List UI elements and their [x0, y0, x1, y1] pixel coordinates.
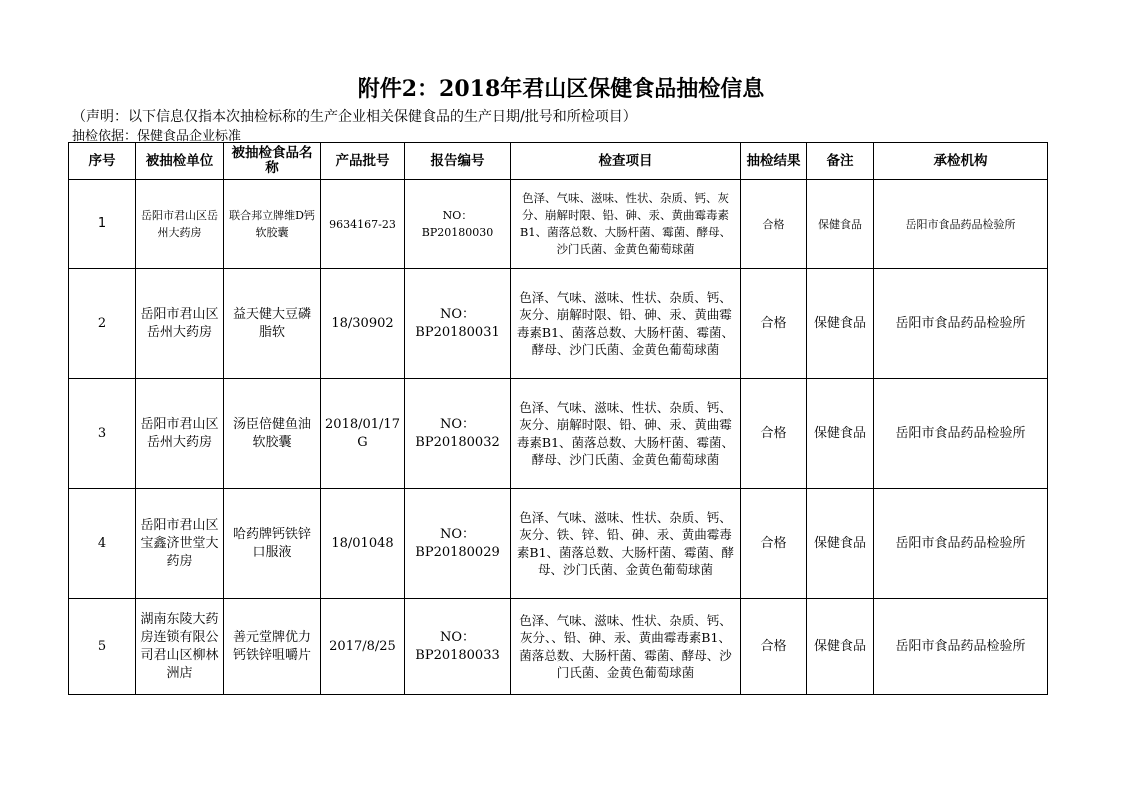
cell-batch: 18/01048	[321, 489, 405, 599]
cell-result: 合格	[741, 180, 807, 269]
cell-remark: 保健食品	[807, 269, 874, 379]
cell-remark: 保健食品	[807, 599, 874, 695]
cell-report: NO：BP20180030	[405, 180, 511, 269]
table-row	[69, 269, 1048, 379]
col-header-unit: 被抽检单位	[136, 143, 224, 180]
cell-seq: 1	[69, 180, 136, 269]
cell-seq: 4	[69, 489, 136, 599]
cell-result: 合格	[741, 269, 807, 379]
table-row	[69, 489, 1048, 599]
cell-report: NO：BP20180031	[405, 269, 511, 379]
cell-batch: 2018/01/17G	[321, 379, 405, 489]
cell-remark: 保健食品	[807, 180, 874, 269]
cell-food: 联合邦立牌维D钙软胶囊	[224, 180, 321, 269]
cell-batch: 9634167-23	[321, 180, 405, 269]
table-row	[69, 599, 1048, 695]
table-row	[69, 379, 1048, 489]
col-header-food: 被抽检食品名称	[224, 143, 321, 180]
inspection-basis: 抽检依据：保健食品企业标准	[72, 129, 242, 144]
col-header-report: 报告编号	[405, 143, 511, 180]
cell-unit: 岳阳市君山区宝鑫济世堂大药房	[136, 489, 224, 599]
col-header-batch: 产品批号	[321, 143, 405, 180]
inspection-table	[68, 142, 1048, 695]
cell-food: 汤臣倍健鱼油软胶囊	[224, 379, 321, 489]
cell-seq: 5	[69, 599, 136, 695]
col-header-seq: 序号	[69, 143, 136, 180]
cell-items: 色泽、气味、滋味、性状、杂质、钙、灰分、铁、锌、铅、砷、汞、黄曲霉毒素B1、菌落总数、大肠杆菌、霉菌、酵母、沙门氏菌、金黄色葡萄球菌	[511, 489, 741, 599]
table-row	[69, 180, 1048, 269]
cell-items: 色泽、气味、滋味、性状、杂质、钙、灰分、、铅、砷、汞、黄曲霉毒素B1、菌落总数、大肠杆菌、霉菌、酵母、沙门氏菌、金黄色葡萄球菌	[511, 599, 741, 695]
cell-report: NO：BP20180029	[405, 489, 511, 599]
cell-result: 合格	[741, 489, 807, 599]
cell-org: 岳阳市食品药品检验所	[874, 180, 1048, 269]
cell-seq: 2	[69, 269, 136, 379]
col-header-remark: 备注	[807, 143, 874, 180]
cell-org: 岳阳市食品药品检验所	[874, 379, 1048, 489]
cell-org: 岳阳市食品药品检验所	[874, 269, 1048, 379]
cell-food: 益天健大豆磷脂软	[224, 269, 321, 379]
cell-unit: 岳阳市君山区岳州大药房	[136, 269, 224, 379]
cell-items: 色泽、气味、滋味、性状、杂质、钙、灰分、崩解时限、铅、砷、汞、黄曲霉毒素B1、菌落总数、大肠杆菌、霉菌、酵母、沙门氏菌、金黄色葡萄球菌	[511, 269, 741, 379]
cell-unit: 岳阳市君山区岳州大药房	[136, 379, 224, 489]
cell-food: 哈药牌钙铁锌口服液	[224, 489, 321, 599]
cell-result: 合格	[741, 599, 807, 695]
cell-unit: 岳阳市君山区岳州大药房	[136, 180, 224, 269]
cell-batch: 18/30902	[321, 269, 405, 379]
cell-remark: 保健食品	[807, 379, 874, 489]
cell-batch: 2017/8/25	[321, 599, 405, 695]
cell-remark: 保健食品	[807, 489, 874, 599]
cell-unit: 湖南东陵大药房连锁有限公司君山区柳林洲店	[136, 599, 224, 695]
col-header-result: 抽检结果	[741, 143, 807, 180]
cell-items: 色泽、气味、滋味、性状、杂质、钙、灰分、崩解时限、铅、砷、汞、黄曲霉毒素B1、菌落总数、大肠杆菌、霉菌、酵母、沙门氏菌、金黄色葡萄球菌	[511, 379, 741, 489]
cell-report: NO：BP20180033	[405, 599, 511, 695]
page-title: 附件2：2018年君山区保健食品抽检信息	[357, 76, 765, 102]
disclaimer-note: （声明：以下信息仅指本次抽检标称的生产企业相关保健食品的生产日期/批号和所检项目）	[72, 109, 637, 125]
col-header-items: 检查项目	[511, 143, 741, 180]
cell-org: 岳阳市食品药品检验所	[874, 489, 1048, 599]
cell-result: 合格	[741, 379, 807, 489]
cell-items: 色泽、气味、滋味、性状、杂质、钙、灰分、崩解时限、铅、砷、汞、黄曲霉毒素B1、菌落总数、大肠杆菌、霉菌、酵母、沙门氏菌、金黄色葡萄球菌	[511, 180, 741, 269]
cell-org: 岳阳市食品药品检验所	[874, 599, 1048, 695]
cell-seq: 3	[69, 379, 136, 489]
col-header-org: 承检机构	[874, 143, 1048, 180]
cell-food: 善元堂牌优力钙铁锌咀嚼片	[224, 599, 321, 695]
cell-report: NO：BP20180032	[405, 379, 511, 489]
header-row	[69, 143, 1048, 180]
